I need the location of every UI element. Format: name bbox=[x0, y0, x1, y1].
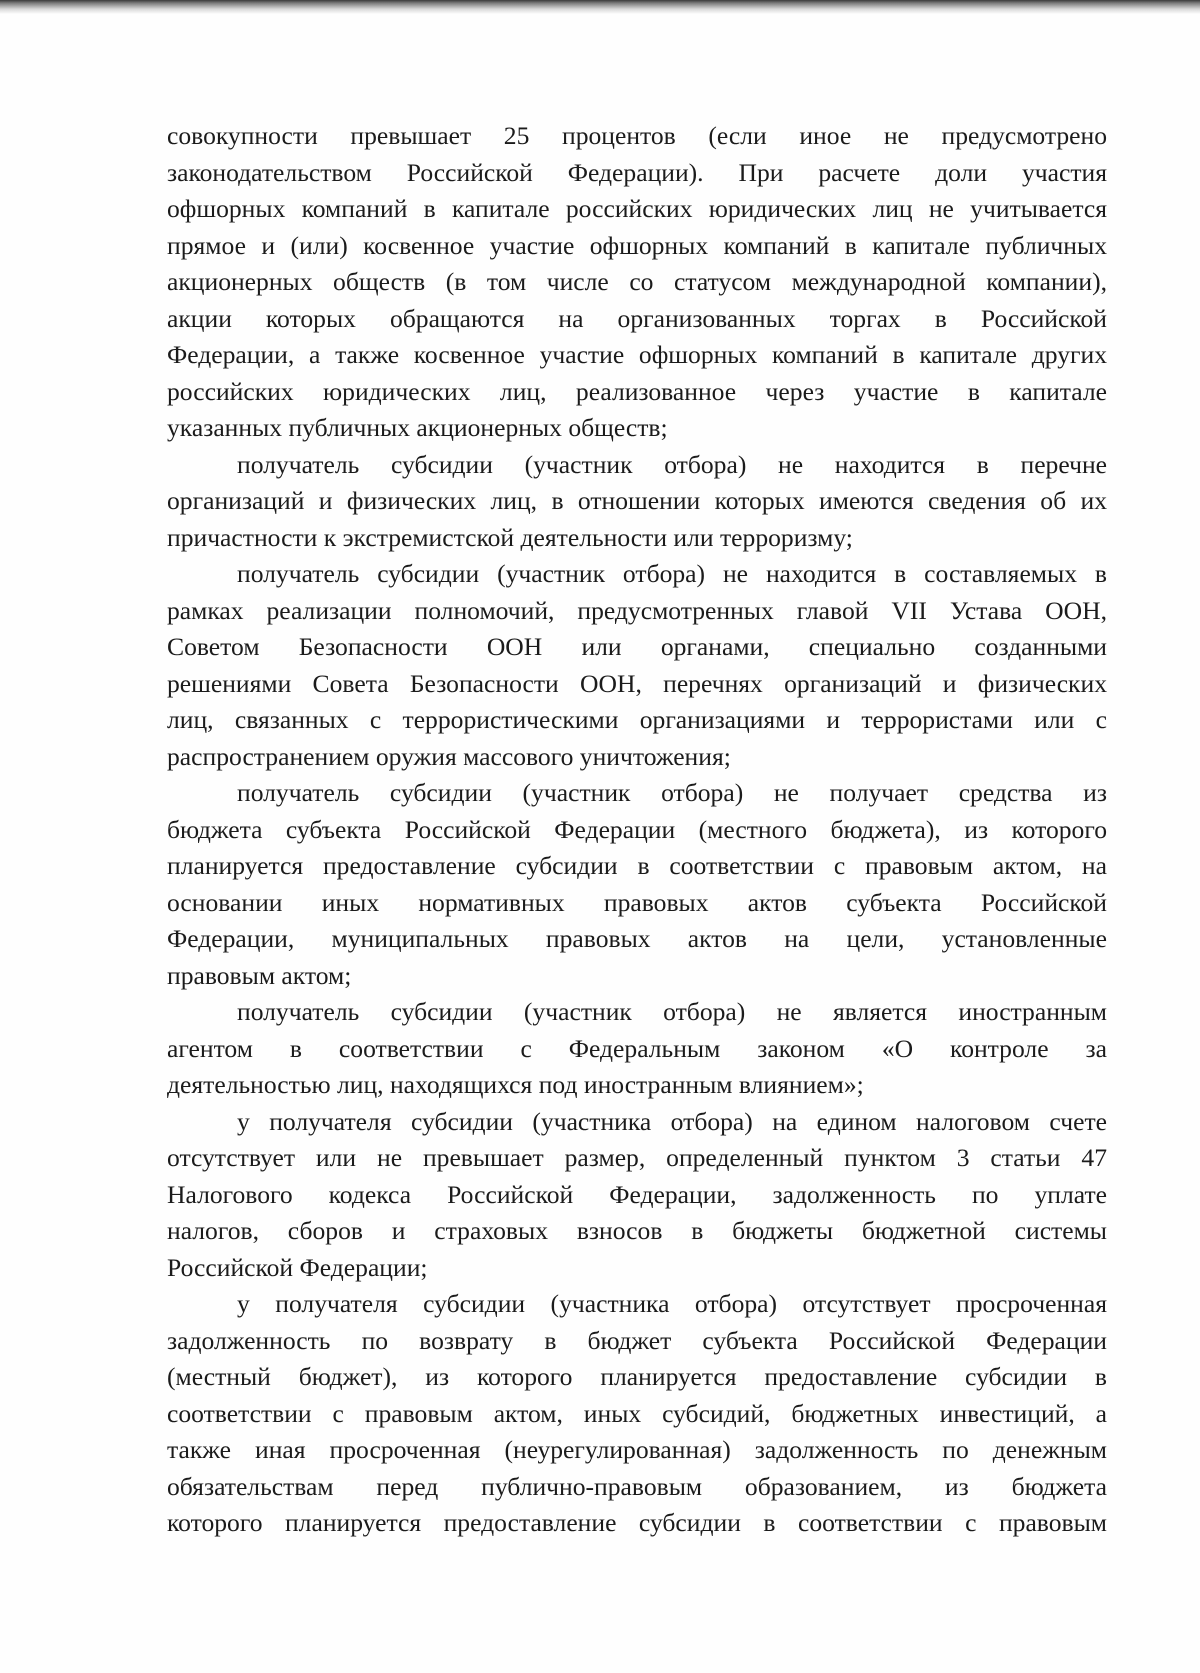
paragraph bbox=[167, 1104, 1107, 1287]
paragraph bbox=[167, 556, 1107, 775]
scan-top-edge bbox=[0, 0, 1200, 14]
text-line: у получателя субсидии (участника отбора) отсутствует просроченная bbox=[237, 1289, 1107, 1318]
document-body bbox=[167, 118, 1107, 1542]
text-line: Федерации, муниципальных правовых актов на цели, установленные bbox=[167, 924, 1107, 953]
text-line: прямое и (или) косвенное участие офшорных компаний в капитале публичных bbox=[167, 230, 1107, 260]
text-line: Российской Федерации; bbox=[167, 1252, 428, 1282]
paragraph bbox=[167, 775, 1107, 994]
text-line: получатель субсидии (участник отбора) не получает средства из bbox=[237, 778, 1107, 807]
paragraph bbox=[167, 1286, 1107, 1542]
text-line: задолженность по возврату в бюджет субъекта Российской Федерации bbox=[167, 1325, 1107, 1355]
text-line: получатель субсидии (участник отбора) не находится в перечне bbox=[237, 449, 1107, 479]
text-line: указанных публичных акционерных обществ; bbox=[167, 413, 668, 442]
text-line: бюджета субъекта Российской Федерации (местного бюджета), из которого bbox=[167, 814, 1107, 844]
text-line: акции которых обращаются на организованных торгах в Российской bbox=[167, 303, 1107, 333]
text-line: налогов, сборов и страховых взносов в бюджеты бюджетной системы bbox=[167, 1216, 1107, 1245]
paragraph bbox=[167, 447, 1107, 557]
text-line: получатель субсидии (участник отбора) не находится в составляемых в bbox=[237, 559, 1107, 588]
text-line: которого планируется предоставление субсидии в соответствии с правовым bbox=[167, 1508, 1107, 1537]
text-line: акционерных обществ (в том числе со статусом международной компании), bbox=[167, 267, 1107, 296]
text-line: рамках реализации полномочий, предусмотренных главой VII Устава ООН, bbox=[167, 595, 1107, 625]
text-line: планируется предоставление субсидии в соответствии с правовым актом, на bbox=[167, 851, 1107, 880]
text-line: Федерации, а также косвенное участие офшорных компаний в капитале других bbox=[167, 340, 1107, 369]
text-line: Налогового кодекса Российской Федерации, задолженность по уплате bbox=[167, 1179, 1107, 1209]
text-line: отсутствует или не превышает размер, определенный пунктом 3 статьи 47 bbox=[167, 1143, 1107, 1172]
paragraph bbox=[167, 118, 1107, 447]
text-line: соответствии с правовым актом, иных субсидий, бюджетных инвестиций, а bbox=[167, 1398, 1107, 1428]
text-line: законодательством Российской Федерации). При расчете доли участия bbox=[167, 157, 1107, 187]
paragraph bbox=[167, 994, 1107, 1104]
text-line: также иная просроченная (неурегулированная) задолженность по денежным bbox=[167, 1435, 1107, 1464]
text-line: лиц, связанных с террористическими организациями и террористами или с bbox=[167, 705, 1107, 734]
text-line: распространением оружия массового уничтожения; bbox=[167, 741, 731, 771]
text-line: организаций и физических лиц, в отношении которых имеются сведения об их bbox=[167, 486, 1107, 515]
text-line: (местный бюджет), из которого планируется предоставление субсидии в bbox=[167, 1362, 1107, 1391]
text-line: основании иных нормативных правовых актов субъекта Российской bbox=[167, 887, 1107, 917]
text-line: агентом в соответствии с Федеральным законом «О контроле за bbox=[167, 1033, 1107, 1063]
text-line: у получателя субсидии (участника отбора) на едином налоговом счете bbox=[237, 1106, 1107, 1136]
text-line: причастности к экстремистской деятельности или терроризму; bbox=[167, 522, 853, 552]
text-line: правовым актом; bbox=[167, 960, 352, 990]
text-line: обязательствам перед публично-правовым образованием, из бюджета bbox=[167, 1471, 1107, 1501]
text-line: офшорных компаний в капитале российских юридических лиц не учитывается bbox=[167, 194, 1107, 223]
text-line: совокупности превышает 25 процентов (если иное не предусмотрено bbox=[167, 121, 1107, 150]
text-line: получатель субсидии (участник отбора) не является иностранным bbox=[237, 997, 1107, 1026]
text-line: Советом Безопасности ООН или органами, специально созданными bbox=[167, 632, 1107, 661]
text-line: решениями Совета Безопасности ООН, перечнях организаций и физических bbox=[167, 668, 1107, 698]
text-line: деятельностью лиц, находящихся под иностранным влиянием»; bbox=[167, 1070, 864, 1099]
text-line: российских юридических лиц, реализованное через участие в капитале bbox=[167, 376, 1107, 406]
